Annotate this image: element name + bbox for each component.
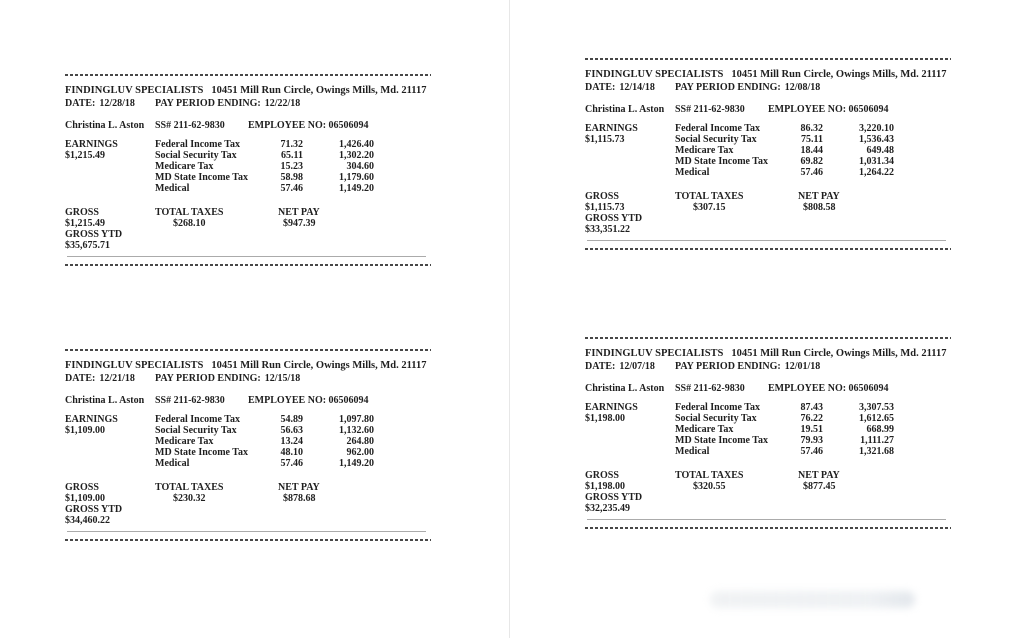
deduction-row xyxy=(65,425,431,436)
company-address: 10451 Mill Run Circle, Owings Mills, Md. 21117 xyxy=(211,360,427,371)
company-name: FINDINGLUV SPECIALISTS xyxy=(585,348,724,359)
deduction-name: Medical xyxy=(155,183,190,194)
stub-header xyxy=(585,348,946,359)
deduction-row xyxy=(585,424,951,435)
gross-amount: $1,198.00 xyxy=(585,481,625,492)
total-taxes-label: TOTAL TAXES xyxy=(155,207,224,218)
employee-number: EMPLOYEE NO: 06506094 xyxy=(248,395,369,406)
deduction-row xyxy=(585,167,951,178)
total-taxes-amount: $268.10 xyxy=(173,218,206,229)
deduction-name: Medicare Tax xyxy=(155,161,214,172)
total-taxes-amount: $230.32 xyxy=(173,493,206,504)
gross-ytd-amount: $33,351.22 xyxy=(585,224,630,235)
deduction-current: 57.46 xyxy=(280,458,303,469)
employee-number: EMPLOYEE NO: 06506094 xyxy=(768,104,889,115)
total-taxes-amount: $307.15 xyxy=(693,202,726,213)
deduction-ytd: 1,426.40 xyxy=(339,139,374,150)
total-taxes-label: TOTAL TAXES xyxy=(675,470,744,481)
date-value: 12/28/18 xyxy=(99,98,135,109)
stub-bottom-divider xyxy=(585,248,951,250)
net-pay-amount: $877.45 xyxy=(803,481,836,492)
date-label: DATE: xyxy=(65,98,96,109)
stub-top-divider xyxy=(585,58,951,60)
deduction-current: 15.23 xyxy=(280,161,303,172)
deduction-current: 57.46 xyxy=(800,446,823,457)
deduction-name: Federal Income Tax xyxy=(155,414,240,425)
earnings-label: EARNINGS xyxy=(585,402,638,413)
deduction-name: Medicare Tax xyxy=(675,424,734,435)
net-pay-label: NET PAY xyxy=(278,207,320,218)
deduction-row xyxy=(585,156,951,167)
deduction-ytd: 1,264.22 xyxy=(859,167,894,178)
deduction-current: 65.11 xyxy=(281,150,303,161)
deduction-name: MD State Income Tax xyxy=(675,435,769,446)
deduction-name: Federal Income Tax xyxy=(675,402,760,413)
paystub-bottom-left xyxy=(65,349,431,545)
pay-period-label: PAY PERIOD ENDING: xyxy=(675,361,781,372)
deduction-ytd: 1,132.60 xyxy=(339,425,374,436)
deduction-name: Social Security Tax xyxy=(675,413,757,424)
employee-ssn: SS# 211-62-9830 xyxy=(675,104,745,115)
deduction-current: 75.11 xyxy=(801,134,823,145)
deduction-row xyxy=(65,447,431,458)
company-name: FINDINGLUV SPECIALISTS xyxy=(65,85,204,96)
deduction-current: 57.46 xyxy=(800,167,823,178)
gross-label: GROSS xyxy=(65,482,99,493)
deduction-row xyxy=(65,436,431,447)
deduction-ytd: 1,302.20 xyxy=(339,150,374,161)
net-pay-amount: $878.68 xyxy=(283,493,316,504)
employee-number: EMPLOYEE NO: 06506094 xyxy=(248,120,369,131)
deduction-row xyxy=(585,123,951,134)
stub-header xyxy=(65,85,426,96)
deduction-current: 86.32 xyxy=(800,123,823,134)
gross-amount: $1,215.49 xyxy=(65,218,105,229)
earnings-amount: $1,215.49 xyxy=(65,150,105,161)
deduction-row xyxy=(585,134,951,145)
paystub-top-right xyxy=(585,58,951,254)
deduction-name: MD State Income Tax xyxy=(675,156,769,167)
deduction-name: MD State Income Tax xyxy=(155,172,249,183)
deduction-row xyxy=(585,435,951,446)
stub-top-divider xyxy=(65,349,431,351)
net-pay-amount: $808.58 xyxy=(803,202,836,213)
deduction-ytd: 304.60 xyxy=(346,161,374,172)
deduction-row xyxy=(65,458,431,469)
deduction-current: 71.32 xyxy=(280,139,303,150)
date-label: DATE: xyxy=(585,361,616,372)
deduction-current: 69.82 xyxy=(800,156,823,167)
deduction-name: Medicare Tax xyxy=(675,145,734,156)
stub-header xyxy=(585,69,946,80)
date-label: DATE: xyxy=(585,82,616,93)
earnings-label: EARNINGS xyxy=(65,414,118,425)
deduction-ytd: 264.80 xyxy=(346,436,374,447)
pay-period-value: 12/08/18 xyxy=(784,82,821,93)
pay-period-value: 12/15/18 xyxy=(264,373,301,384)
deduction-current: 57.46 xyxy=(280,183,303,194)
company-address: 10451 Mill Run Circle, Owings Mills, Md. 21117 xyxy=(731,348,947,359)
deduction-row xyxy=(585,446,951,457)
date-value: 12/07/18 xyxy=(619,361,655,372)
page-fold-divider xyxy=(509,0,510,638)
deduction-ytd: 1,149.20 xyxy=(339,458,374,469)
deduction-ytd: 962.00 xyxy=(346,447,374,458)
employee-number: EMPLOYEE NO: 06506094 xyxy=(768,383,889,394)
employee-name: Christina L. Aston xyxy=(585,104,665,115)
gross-ytd-label: GROSS YTD xyxy=(65,504,123,515)
deduction-name: Federal Income Tax xyxy=(675,123,760,134)
pay-period-value: 12/01/18 xyxy=(784,361,821,372)
earnings-amount: $1,198.00 xyxy=(585,413,625,424)
gross-amount: $1,115.73 xyxy=(585,202,625,213)
earnings-label: EARNINGS xyxy=(65,139,118,150)
deduction-ytd: 1,031.34 xyxy=(859,156,894,167)
deduction-current: 76.22 xyxy=(800,413,823,424)
company-address: 10451 Mill Run Circle, Owings Mills, Md. 21117 xyxy=(211,85,427,96)
deduction-row xyxy=(65,150,431,161)
deduction-ytd: 1,149.20 xyxy=(339,183,374,194)
earnings-amount: $1,109.00 xyxy=(65,425,105,436)
deduction-current: 87.43 xyxy=(800,402,823,413)
deduction-current: 48.10 xyxy=(280,447,303,458)
deduction-ytd: 1,612.65 xyxy=(859,413,894,424)
date-value: 12/21/18 xyxy=(99,373,135,384)
date-value: 12/14/18 xyxy=(619,82,655,93)
deduction-row xyxy=(65,139,431,150)
deduction-ytd: 1,097.80 xyxy=(339,414,374,425)
deduction-row xyxy=(65,414,431,425)
stub-bottom-divider xyxy=(585,527,951,529)
deduction-ytd: 1,536.43 xyxy=(859,134,894,145)
total-taxes-amount: $320.55 xyxy=(693,481,726,492)
deduction-name: Medicare Tax xyxy=(155,436,214,447)
pay-period-value: 12/22/18 xyxy=(264,98,301,109)
date-label: DATE: xyxy=(65,373,96,384)
company-address: 10451 Mill Run Circle, Owings Mills, Md. 21117 xyxy=(731,69,947,80)
company-name: FINDINGLUV SPECIALISTS xyxy=(65,360,204,371)
pay-period-label: PAY PERIOD ENDING: xyxy=(675,82,781,93)
deduction-row xyxy=(65,183,431,194)
gross-ytd-label: GROSS YTD xyxy=(65,229,123,240)
deduction-name: Social Security Tax xyxy=(155,425,237,436)
company-name: FINDINGLUV SPECIALISTS xyxy=(585,69,724,80)
employee-name: Christina L. Aston xyxy=(65,120,145,131)
paystub-bottom-right xyxy=(585,337,951,533)
deduction-ytd: 1,321.68 xyxy=(859,446,894,457)
net-pay-label: NET PAY xyxy=(798,191,840,202)
stub-header xyxy=(65,360,426,371)
deduction-current: 58.98 xyxy=(280,172,303,183)
gross-label: GROSS xyxy=(65,207,99,218)
deduction-row xyxy=(585,413,951,424)
gross-ytd-label: GROSS YTD xyxy=(585,492,643,503)
gross-amount: $1,109.00 xyxy=(65,493,105,504)
deduction-name: Federal Income Tax xyxy=(155,139,240,150)
deduction-current: 54.89 xyxy=(280,414,303,425)
deduction-row xyxy=(585,402,951,413)
deduction-ytd: 1,179.60 xyxy=(339,172,374,183)
gross-ytd-amount: $32,235.49 xyxy=(585,503,630,514)
total-taxes-label: TOTAL TAXES xyxy=(675,191,744,202)
deduction-name: Social Security Tax xyxy=(675,134,757,145)
deduction-name: Medical xyxy=(675,446,710,457)
stub-bottom-rule xyxy=(67,256,426,257)
stub-bottom-rule xyxy=(67,531,426,532)
gross-ytd-amount: $34,460.22 xyxy=(65,515,110,526)
pay-period-label: PAY PERIOD ENDING: xyxy=(155,373,261,384)
deduction-row xyxy=(65,161,431,172)
stub-bottom-divider xyxy=(65,264,431,266)
employee-ssn: SS# 211-62-9830 xyxy=(155,120,225,131)
net-pay-amount: $947.39 xyxy=(283,218,316,229)
net-pay-label: NET PAY xyxy=(278,482,320,493)
deduction-row xyxy=(65,172,431,183)
employee-name: Christina L. Aston xyxy=(65,395,145,406)
stub-bottom-rule xyxy=(587,240,946,241)
deduction-name: MD State Income Tax xyxy=(155,447,249,458)
stub-top-divider xyxy=(585,337,951,339)
net-pay-label: NET PAY xyxy=(798,470,840,481)
gross-ytd-amount: $35,675.71 xyxy=(65,240,110,251)
deduction-current: 56.63 xyxy=(280,425,303,436)
deduction-current: 18.44 xyxy=(800,145,823,156)
deduction-ytd: 3,307.53 xyxy=(859,402,894,413)
scan-smudge-artifact xyxy=(710,591,915,608)
deduction-current: 79.93 xyxy=(800,435,823,446)
employee-name: Christina L. Aston xyxy=(585,383,665,394)
earnings-label: EARNINGS xyxy=(585,123,638,134)
gross-label: GROSS xyxy=(585,191,619,202)
stub-bottom-divider xyxy=(65,539,431,541)
total-taxes-label: TOTAL TAXES xyxy=(155,482,224,493)
employee-ssn: SS# 211-62-9830 xyxy=(155,395,225,406)
deduction-name: Social Security Tax xyxy=(155,150,237,161)
stub-bottom-rule xyxy=(587,519,946,520)
stub-top-divider xyxy=(65,74,431,76)
earnings-amount: $1,115.73 xyxy=(585,134,625,145)
deduction-name: Medical xyxy=(155,458,190,469)
gross-label: GROSS xyxy=(585,470,619,481)
deduction-ytd: 649.48 xyxy=(866,145,894,156)
paystub-top-left xyxy=(65,74,431,270)
deduction-current: 13.24 xyxy=(280,436,303,447)
deduction-ytd: 3,220.10 xyxy=(859,123,894,134)
deduction-ytd: 668.99 xyxy=(866,424,894,435)
deduction-row xyxy=(585,145,951,156)
deduction-current: 19.51 xyxy=(800,424,823,435)
employee-ssn: SS# 211-62-9830 xyxy=(675,383,745,394)
pay-period-label: PAY PERIOD ENDING: xyxy=(155,98,261,109)
deduction-ytd: 1,111.27 xyxy=(860,435,894,446)
gross-ytd-label: GROSS YTD xyxy=(585,213,643,224)
deduction-name: Medical xyxy=(675,167,710,178)
